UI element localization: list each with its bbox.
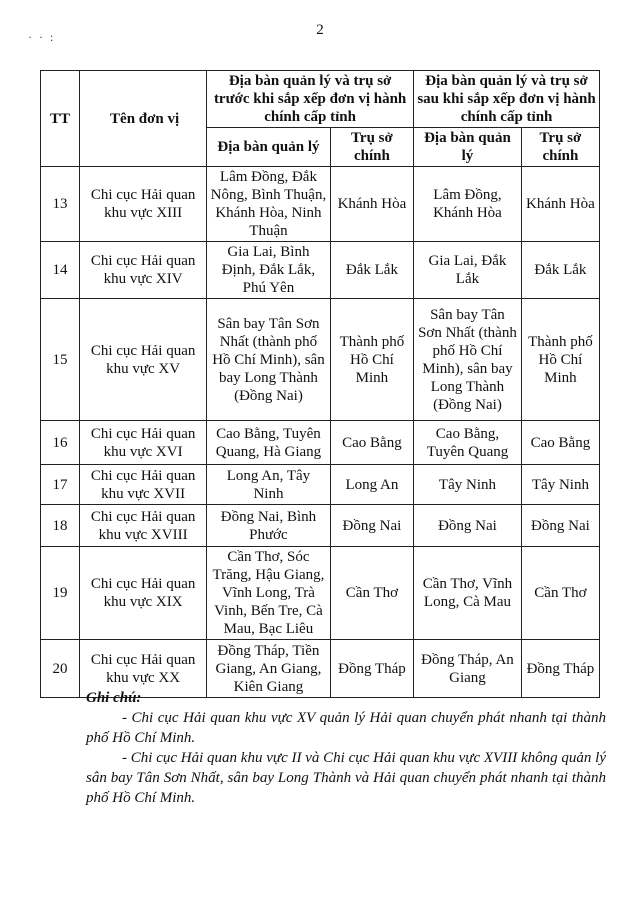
notes-section [86, 688, 606, 808]
cell-after-hq: Cần Thơ [521, 547, 599, 640]
cell-after-hq: Cao Bằng [521, 421, 599, 465]
cell-before-hq: Đồng Nai [330, 505, 413, 547]
cell-before-hq: Đồng Tháp [330, 640, 413, 698]
cell-before-hq: Long An [330, 465, 413, 505]
cell-tt: 18 [41, 505, 80, 547]
cell-unit: Chi cục Hải quan khu vực XX [80, 640, 207, 698]
cell-unit: Chi cục Hải quan khu vực XVI [80, 421, 207, 465]
cell-before-hq: Đắk Lắk [330, 242, 413, 299]
cell-unit: Chi cục Hải quan khu vực XIV [80, 242, 207, 299]
cell-after-hq: Đồng Nai [521, 505, 599, 547]
cell-tt: 13 [41, 167, 80, 242]
page-number: 2 [316, 22, 324, 38]
cell-before-area: Đồng Nai, Bình Phước [207, 505, 331, 547]
header-before-hq: Trụ sở chính [330, 128, 413, 167]
cell-after-area: Cần Thơ, Vĩnh Long, Cà Mau [414, 547, 522, 640]
cell-unit: Chi cục Hải quan khu vực XVII [80, 465, 207, 505]
table-row [41, 465, 600, 505]
cell-after-hq: Đắk Lắk [521, 242, 599, 299]
corner-marks: · · : [28, 30, 56, 44]
cell-after-area: Đồng Nai [414, 505, 522, 547]
cell-tt: 16 [41, 421, 80, 465]
cell-unit: Chi cục Hải quan khu vực XIX [80, 547, 207, 640]
cell-after-area: Tây Ninh [414, 465, 522, 505]
cell-unit: Chi cục Hải quan khu vực XIII [80, 167, 207, 242]
header-after-group: Địa bàn quản lý và trụ sở sau khi sắp xếp đơn vị hành chính cấp tỉnh [414, 71, 600, 128]
header-row-top [41, 71, 600, 128]
cell-before-area: Đồng Tháp, Tiền Giang, An Giang, Kiên Giang [207, 640, 331, 698]
cell-after-area: Cao Bằng, Tuyên Quang [414, 421, 522, 465]
header-before-group: Địa bàn quản lý và trụ sở trước khi sắp xếp đơn vị hành chính cấp tỉnh [207, 71, 414, 128]
header-after-hq: Trụ sở chính [521, 128, 599, 167]
cell-after-hq: Thành phố Hồ Chí Minh [521, 299, 599, 421]
cell-before-area: Gia Lai, Bình Định, Đắk Lắk, Phú Yên [207, 242, 331, 299]
cell-after-hq: Khánh Hòa [521, 167, 599, 242]
table-row [41, 547, 600, 640]
cell-after-area: Lâm Đồng, Khánh Hòa [414, 167, 522, 242]
table-row [41, 299, 600, 421]
cell-after-hq: Đồng Tháp [521, 640, 599, 698]
table-row [41, 421, 600, 465]
table-row [41, 242, 600, 299]
header-after-area: Địa bàn quản lý [414, 128, 522, 167]
cell-tt: 15 [41, 299, 80, 421]
cell-before-area: Long An, Tây Ninh [207, 465, 331, 505]
cell-tt: 14 [41, 242, 80, 299]
cell-before-area: Cao Bằng, Tuyên Quang, Hà Giang [207, 421, 331, 465]
cell-before-area: Cần Thơ, Sóc Trăng, Hậu Giang, Vĩnh Long, Trà Vinh, Bến Tre, Cà Mau, Bạc Liêu [207, 547, 331, 640]
cell-after-hq: Tây Ninh [521, 465, 599, 505]
table-row [41, 505, 600, 547]
cell-after-area: Gia Lai, Đắk Lắk [414, 242, 522, 299]
header-unit: Tên đơn vị [80, 71, 207, 167]
cell-tt: 17 [41, 465, 80, 505]
header-tt: TT [41, 71, 80, 167]
cell-unit: Chi cục Hải quan khu vực XV [80, 299, 207, 421]
customs-table [40, 70, 600, 698]
cell-tt: 20 [41, 640, 80, 698]
cell-before-hq: Khánh Hòa [330, 167, 413, 242]
cell-before-hq: Cao Bằng [330, 421, 413, 465]
note-item: - Chi cục Hải quan khu vực II và Chi cục Hải quan khu vực XVIII không quản lý sân bay Tân Sơn Nhất, sân bay Long Thành và Hải quan chuyển phát nhanh tại thành phố Hồ Chí Minh. [86, 750, 606, 806]
cell-tt: 19 [41, 547, 80, 640]
cell-unit: Chi cục Hải quan khu vực XVIII [80, 505, 207, 547]
table-row [41, 167, 600, 242]
note-item: - Chi cục Hải quan khu vực XV quản lý Hải quan chuyển phát nhanh tại thành phố Hồ Chí Minh. [86, 710, 606, 746]
cell-after-area: Đồng Tháp, An Giang [414, 640, 522, 698]
cell-before-hq: Thành phố Hồ Chí Minh [330, 299, 413, 421]
cell-before-hq: Cần Thơ [330, 547, 413, 640]
cell-after-area: Sân bay Tân Sơn Nhất (thành phố Hồ Chí Minh), sân bay Long Thành (Đồng Nai) [414, 299, 522, 421]
notes-title: Ghi chú: [86, 690, 142, 706]
header-before-area: Địa bàn quản lý [207, 128, 331, 167]
cell-before-area: Sân bay Tân Sơn Nhất (thành phố Hồ Chí Minh), sân bay Long Thành (Đồng Nai) [207, 299, 331, 421]
cell-before-area: Lâm Đồng, Đắk Nông, Bình Thuận, Khánh Hòa, Ninh Thuận [207, 167, 331, 242]
